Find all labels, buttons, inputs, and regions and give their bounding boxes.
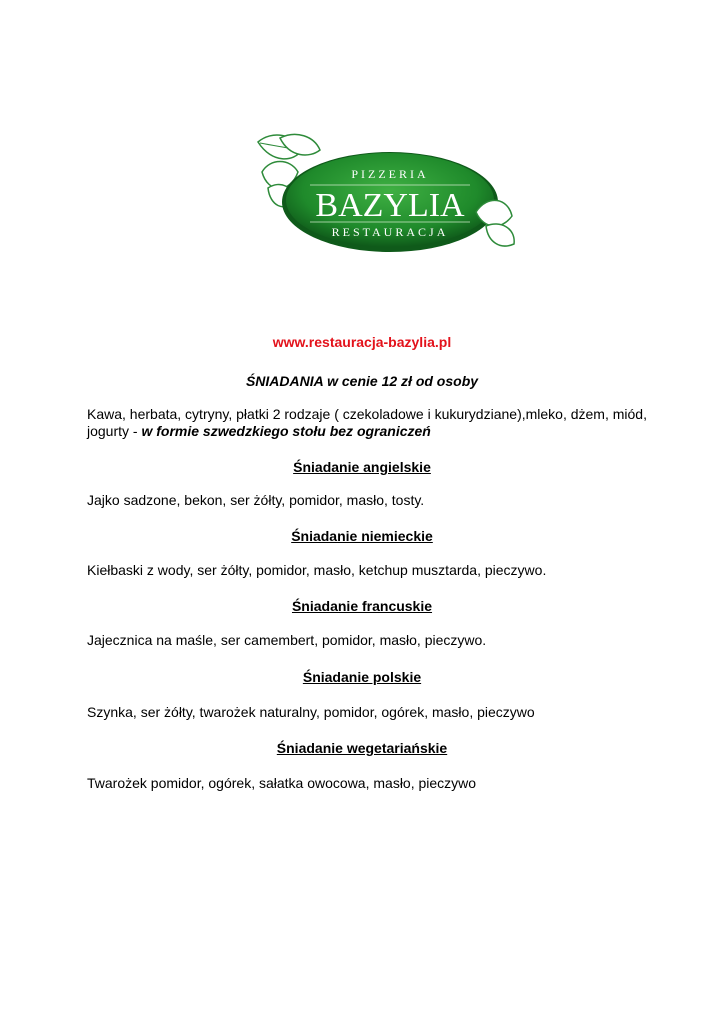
section-title-english: Śniadanie angielskie (293, 459, 431, 475)
section-title-polish: Śniadanie polskie (302, 669, 422, 685)
section-title-german: Śniadanie niemieckie (291, 528, 433, 544)
bazylia-logo (250, 128, 520, 258)
logo-top-text: PIZZERIA (351, 167, 429, 181)
section-title-french: Śniadanie francuskie (291, 598, 433, 614)
intro-paragraph (87, 406, 647, 440)
logo-name: BAZYLIA (315, 187, 465, 224)
section-text-english: Jajko sadzone, bekon, ser żółty, pomidor, masło, tosty. (87, 492, 425, 508)
website-link[interactable]: www.restauracja-bazylia.pl (272, 334, 452, 350)
section-text-french: Jajecznica na maśle, ser camembert, pomidor, masło, pieczywo. (87, 632, 487, 648)
section-text-german: Kiełbaski z wody, ser żółty, pomidor, masło, ketchup musztarda, pieczywo. (87, 562, 547, 578)
section-text-vegetarian: Twarożek pomidor, ogórek, sałatka owocowa, masło, pieczywo (87, 775, 477, 791)
intro-text: Kawa, herbata, cytryny, płatki 2 rodzaje ( czekoladowe i kukurydziane),mleko, dżem, miód, jogurty - (87, 406, 647, 439)
intro-emphasis: w formie szwedzkiego stołu bez ograniczeń (141, 423, 431, 439)
breakfast-headline: ŚNIADANIA w cenie 12 zł od osoby (245, 373, 479, 389)
section-title-vegetarian: Śniadanie wegetariańskie (276, 740, 448, 756)
logo-bottom-text: RESTAURACJA (331, 225, 449, 239)
section-text-polish: Szynka, ser żółty, twarożek naturalny, pomidor, ogórek, masło, pieczywo (87, 704, 535, 720)
